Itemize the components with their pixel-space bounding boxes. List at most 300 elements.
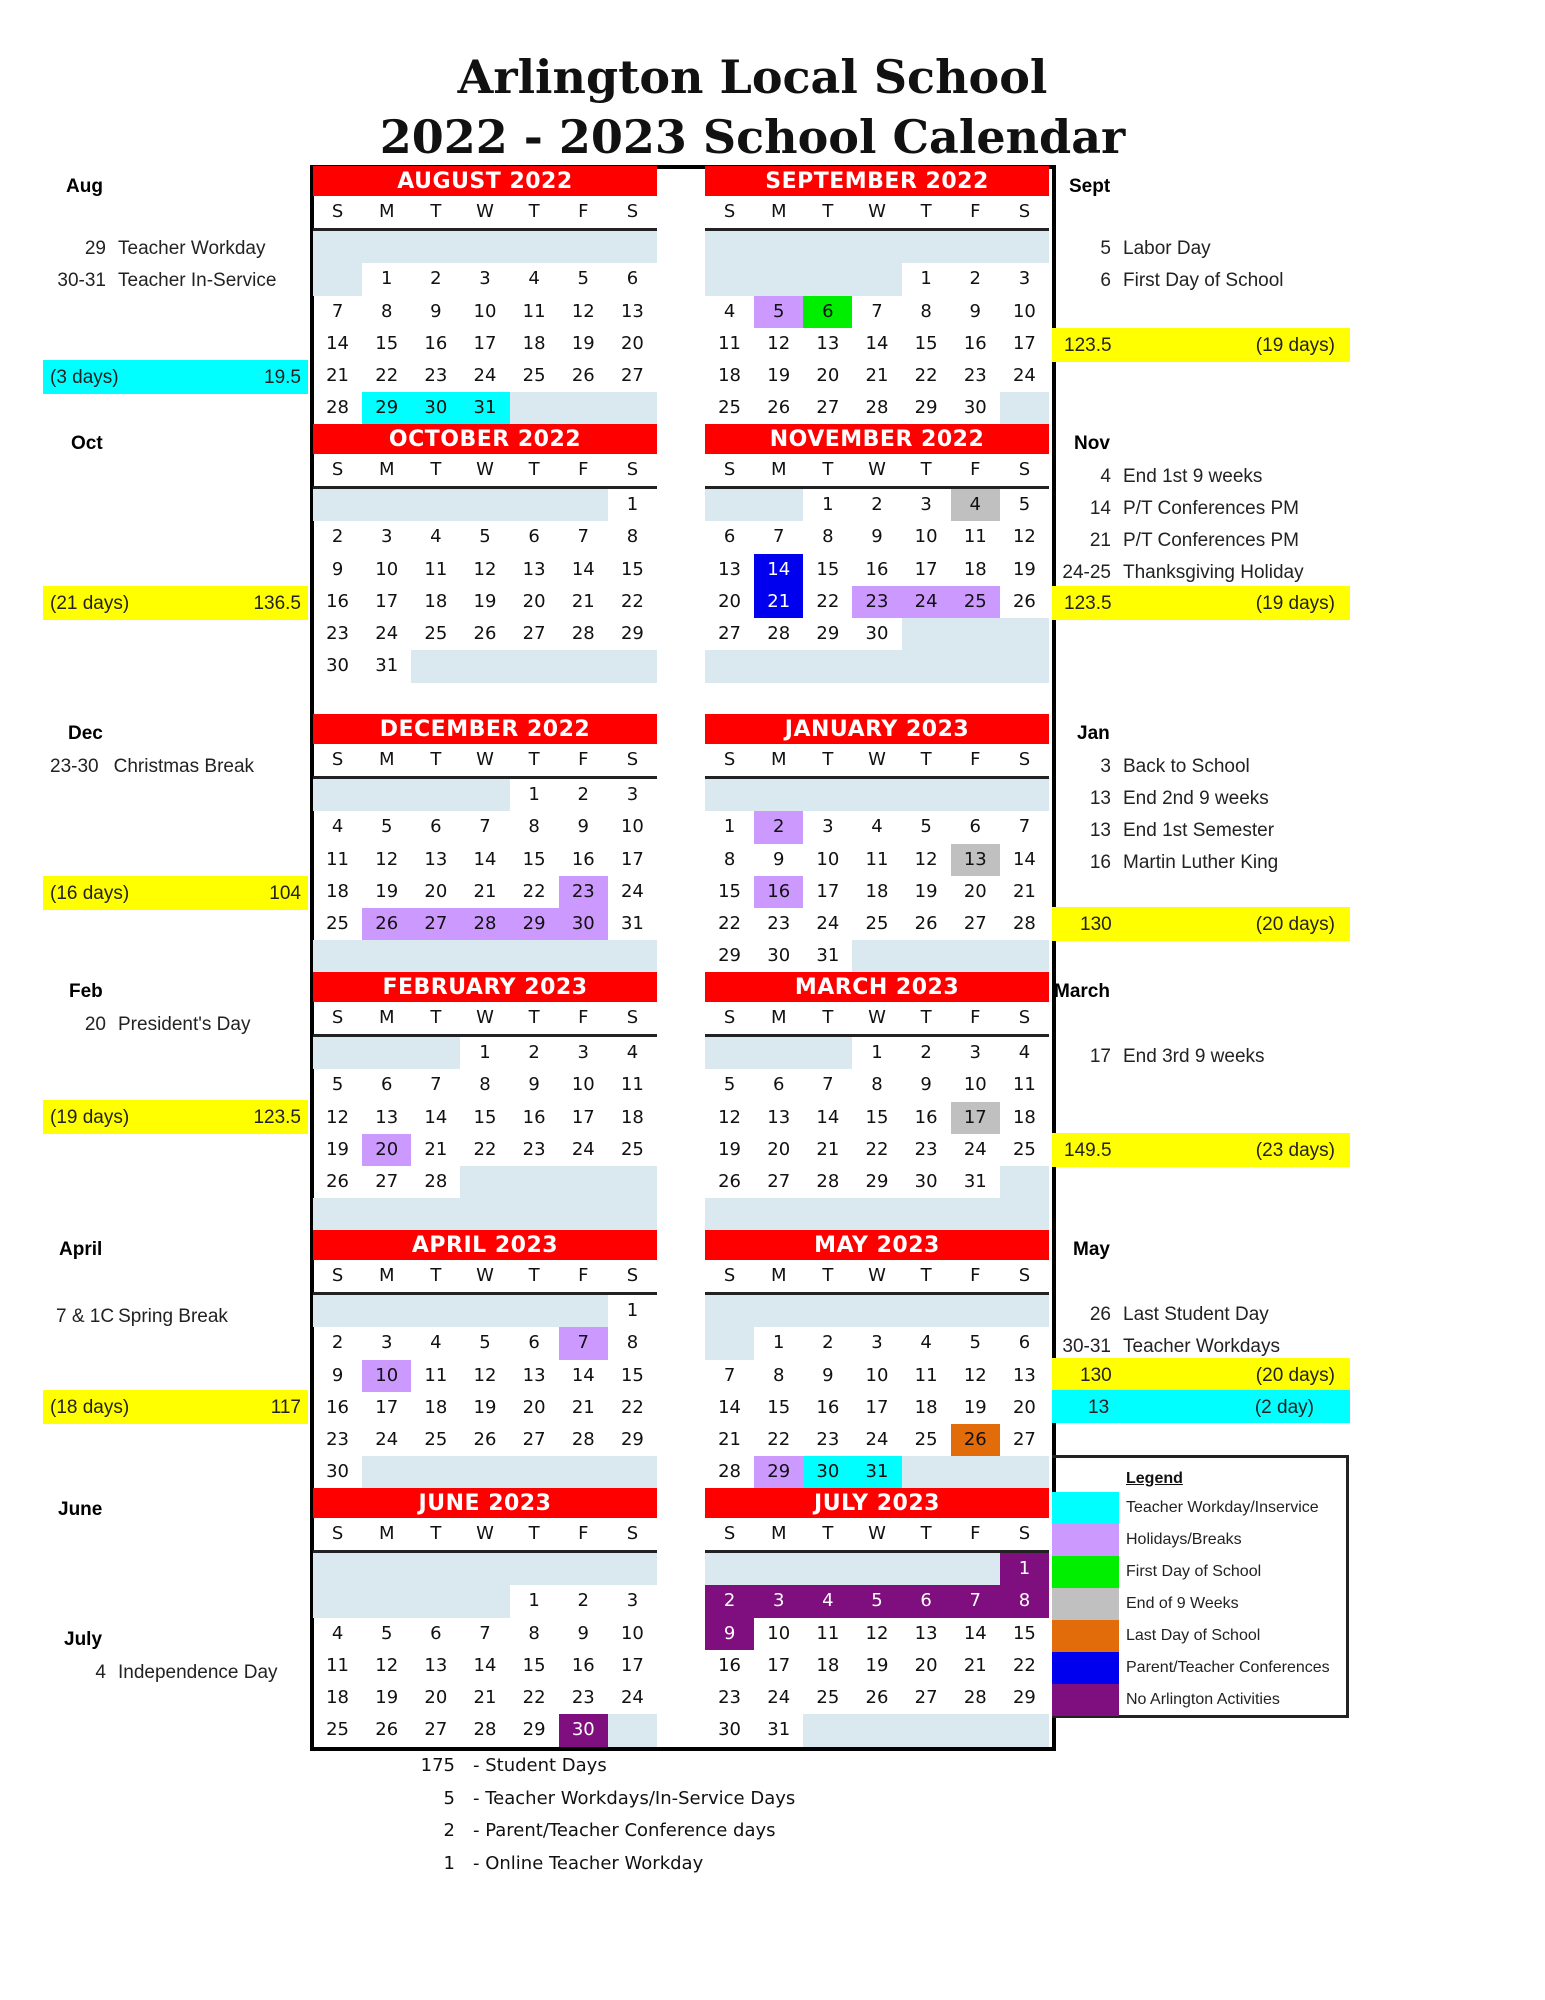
empty-day-cell (608, 1456, 657, 1488)
day-cell: 1 (626, 494, 639, 515)
day-cell: 20 (718, 590, 742, 612)
empty-day-cell (852, 1198, 901, 1230)
day-cell: 13 (375, 1106, 399, 1128)
day-cell: 27 (963, 913, 987, 935)
day-cell: 21 (1012, 880, 1036, 902)
summary-bar-sept: 123.5 (19 days) (1052, 328, 1350, 362)
day-cell: 24 (571, 1138, 595, 1160)
day-cell: 11 (424, 1364, 448, 1386)
weekday-label: S (723, 1007, 736, 1028)
empty-day-cell (902, 618, 951, 650)
day-cell: 31 (460, 392, 509, 424)
empty-day-cell (951, 618, 1000, 650)
day-cell: 8 (626, 526, 639, 548)
empty-day-cell (951, 231, 1000, 263)
weekday-label: F (578, 459, 589, 480)
month-header: JULY 2023 (705, 1488, 1049, 1518)
day-cell: 25 (424, 623, 448, 645)
empty-day-cell (510, 1456, 559, 1488)
day-cell: 30 (326, 1461, 350, 1483)
summary-bar-nov: 123.5 (19 days) (1052, 586, 1350, 620)
empty-day-cell (460, 940, 509, 972)
weekday-label: M (770, 1265, 787, 1286)
empty-day-cell (460, 1553, 509, 1585)
empty-day-cell (705, 1198, 754, 1230)
empty-day-cell (803, 1037, 852, 1069)
empty-day-cell (852, 650, 901, 682)
weekday-label: S (331, 201, 344, 222)
day-cell: 11 (816, 1622, 840, 1644)
day-cell: 19 (375, 880, 399, 902)
empty-day-cell (902, 650, 951, 682)
day-cell: 30 (963, 397, 987, 419)
month-july-2023 (705, 1488, 1049, 1747)
day-cell: 20 (767, 1138, 791, 1160)
day-cell: 23 (571, 1687, 595, 1709)
day-cell: 25 (326, 913, 350, 935)
empty-day-cell (1000, 940, 1049, 972)
month-december-2022 (313, 714, 657, 973)
day-cell: 9 (577, 1622, 589, 1644)
empty-day-cell (559, 1456, 608, 1488)
empty-day-cell (902, 231, 951, 263)
weekday-header-row (313, 454, 657, 489)
day-cell: 15 (473, 1106, 497, 1128)
note-event: 29 Teacher Workday (84, 238, 266, 259)
day-cell: 11 (326, 848, 350, 870)
note-month-nov: Nov (1074, 433, 1110, 454)
day-cell: 29 (620, 623, 644, 645)
day-cell: 12 (1012, 526, 1036, 548)
day-cell: 11 (326, 1654, 350, 1676)
empty-day-cell (951, 779, 1000, 811)
weekday-label: T (528, 201, 540, 222)
weekday-label: S (331, 1523, 344, 1544)
day-cell: 15 (865, 1106, 889, 1128)
empty-day-cell (902, 779, 951, 811)
weekday-label: S (723, 459, 736, 480)
empty-day-cell (754, 231, 803, 263)
day-cell: 5 (380, 816, 393, 838)
empty-day-cell (1000, 779, 1049, 811)
day-cell: 20 (522, 590, 546, 612)
weekday-header-row (313, 196, 657, 231)
empty-day-cell (705, 779, 754, 811)
day-cell: 7 (331, 300, 344, 322)
weekday-label: M (770, 459, 787, 480)
day-cell: 17 (375, 1396, 399, 1418)
weekday-label: W (476, 1523, 494, 1544)
day-cell: 14 (1012, 848, 1036, 870)
day-cell: 31 (852, 1456, 901, 1488)
day-cell: 8 (1000, 1585, 1049, 1617)
day-cell: 21 (571, 590, 595, 612)
month-january-2023 (705, 714, 1049, 973)
day-cell: 26 (914, 913, 938, 935)
weekday-label: T (822, 1265, 834, 1286)
weekday-label: T (822, 1523, 834, 1544)
empty-day-cell (705, 489, 754, 521)
day-cell: 23 (559, 876, 608, 908)
day-cell: 15 (620, 558, 644, 580)
weekday-label: W (476, 201, 494, 222)
empty-day-cell (460, 1295, 509, 1327)
weekday-label: T (920, 1265, 932, 1286)
weekday-label: M (770, 749, 787, 770)
legend-swatch-teacher (1052, 1492, 1119, 1524)
month-november-2022 (705, 424, 1049, 683)
weekday-header-row (313, 1002, 657, 1037)
day-cell: 28 (963, 1687, 987, 1709)
day-cell: 22 (620, 1396, 644, 1418)
day-cell: 27 (522, 1429, 546, 1451)
empty-day-cell (510, 1553, 559, 1585)
day-cell: 3 (479, 268, 491, 290)
day-cell: 28 (816, 1171, 840, 1193)
day-cell: 17 (767, 1654, 791, 1676)
empty-day-cell (411, 650, 460, 682)
empty-day-cell (705, 1553, 754, 1585)
weekday-label: T (430, 1007, 442, 1028)
day-cell: 4 (430, 1332, 442, 1354)
day-cell: 29 (522, 1719, 546, 1741)
empty-day-cell (951, 940, 1000, 972)
weekday-label: F (970, 1265, 981, 1286)
empty-day-cell (803, 263, 852, 295)
day-cell: 26 (1012, 590, 1036, 612)
day-cell: 24 (375, 1429, 399, 1451)
empty-day-cell (460, 1198, 509, 1230)
day-cell: 16 (424, 332, 448, 354)
day-grid (313, 1553, 657, 1747)
day-cell: 18 (620, 1106, 644, 1128)
day-cell: 4 (1018, 1042, 1031, 1063)
day-cell: 9 (528, 1074, 540, 1096)
day-cell: 16 (914, 1106, 938, 1128)
day-cell: 27 (1012, 1429, 1036, 1451)
day-cell: 18 (522, 332, 546, 354)
day-cell: 18 (963, 558, 987, 580)
day-cell: 22 (620, 590, 644, 612)
day-cell: 14 (424, 1106, 448, 1128)
day-cell: 26 (326, 1171, 350, 1193)
day-cell: 1 (1000, 1553, 1049, 1585)
day-cell: 10 (963, 1074, 987, 1096)
legend-swatch-first-day (1052, 1556, 1119, 1588)
day-cell: 18 (424, 590, 448, 612)
day-cell: 8 (528, 816, 540, 838)
empty-day-cell (754, 1295, 803, 1327)
day-cell: 7 (430, 1074, 442, 1096)
day-cell: 22 (522, 880, 546, 902)
day-cell: 14 (571, 1364, 595, 1386)
empty-day-cell (510, 1295, 559, 1327)
day-cell: 5 (723, 1074, 736, 1096)
note-month-june: June (58, 1499, 103, 1520)
day-cell: 21 (473, 1687, 497, 1709)
weekday-label: M (378, 1265, 395, 1286)
day-cell: 8 (822, 526, 834, 548)
empty-day-cell (411, 1198, 460, 1230)
month-february-2023 (313, 972, 657, 1231)
empty-day-cell (608, 231, 657, 263)
day-grid (313, 1037, 657, 1231)
weekday-label: F (970, 749, 981, 770)
day-cell: 26 (375, 1719, 399, 1741)
note-event: 16 Martin Luther King (1089, 852, 1279, 873)
day-cell: 20 (816, 365, 840, 387)
day-cell: 29 (510, 908, 559, 940)
day-cell: 24 (620, 880, 644, 902)
empty-day-cell (852, 231, 901, 263)
day-cell: 30 (559, 1714, 608, 1746)
day-cell: 2 (577, 1590, 589, 1612)
day-cell: 25 (620, 1138, 644, 1160)
weekday-header-row (313, 1518, 657, 1553)
day-cell: 4 (626, 1042, 639, 1063)
note-event: 6 First Day of School (1100, 270, 1284, 291)
day-cell: 24 (767, 1687, 791, 1709)
empty-day-cell (1000, 618, 1049, 650)
month-march-2023 (705, 972, 1049, 1231)
day-cell: 25 (816, 1687, 840, 1709)
weekday-header-row (705, 1518, 1049, 1553)
empty-day-cell (608, 1553, 657, 1585)
day-cell: 21 (865, 365, 889, 387)
day-cell: 14 (718, 1396, 742, 1418)
legend-item: No Arlington Activities (1052, 1684, 1346, 1716)
weekday-header-row (705, 196, 1049, 231)
day-cell: 20 (362, 1134, 411, 1166)
summary-bar-aug: (3 days) 19.5 (43, 360, 308, 394)
day-cell: 7 (723, 1364, 736, 1386)
month-header: APRIL 2023 (313, 1230, 657, 1260)
empty-day-cell (313, 1295, 362, 1327)
empty-day-cell (559, 650, 608, 682)
legend-item: Teacher Workday/Inservice (1052, 1492, 1346, 1524)
empty-day-cell (803, 779, 852, 811)
day-cell: 22 (816, 590, 840, 612)
legend-swatch-no-activities (1052, 1684, 1119, 1716)
day-cell: 9 (871, 526, 883, 548)
day-cell: 30 (559, 908, 608, 940)
empty-day-cell (754, 779, 803, 811)
weekday-label: M (770, 1007, 787, 1028)
weekday-label: S (723, 1265, 736, 1286)
day-cell: 12 (375, 1654, 399, 1676)
note-event: 14 P/T Conferences PM (1089, 498, 1300, 519)
day-cell: 10 (362, 1360, 411, 1392)
weekday-label: T (822, 459, 834, 480)
empty-day-cell (803, 1198, 852, 1230)
month-may-2023 (705, 1230, 1049, 1489)
day-cell: 31 (767, 1719, 791, 1741)
legend-item: End of 9 Weeks (1052, 1588, 1346, 1620)
day-cell: 30 (326, 655, 350, 677)
day-cell: 26 (571, 365, 595, 387)
day-cell: 27 (424, 1719, 448, 1741)
day-cell: 4 (803, 1585, 852, 1617)
weekday-label: T (920, 459, 932, 480)
day-cell: 25 (326, 1719, 350, 1741)
empty-day-cell (411, 489, 460, 521)
weekday-label: W (868, 1523, 886, 1544)
day-cell: 29 (816, 623, 840, 645)
day-grid (313, 779, 657, 973)
empty-day-cell (510, 1166, 559, 1198)
day-cell: 11 (424, 558, 448, 580)
school-name-title: Arlington Local School (457, 50, 1048, 104)
weekday-label: S (1018, 1523, 1031, 1544)
empty-day-cell (362, 1037, 411, 1069)
day-cell: 27 (914, 1687, 938, 1709)
day-cell: 10 (571, 1074, 595, 1096)
weekday-label: T (430, 459, 442, 480)
day-cell: 24 (902, 586, 951, 618)
weekday-header-row (705, 454, 1049, 489)
day-cell: 5 (1018, 494, 1031, 515)
day-cell: 26 (473, 623, 497, 645)
day-cell: 22 (914, 365, 938, 387)
empty-day-cell (1000, 231, 1049, 263)
day-cell: 28 (718, 1461, 742, 1483)
day-cell: 2 (969, 268, 981, 290)
day-cell: 12 (718, 1106, 742, 1128)
weekday-header-row (313, 744, 657, 779)
empty-day-cell (1000, 1166, 1049, 1198)
empty-day-cell (460, 1166, 509, 1198)
day-cell: 27 (411, 908, 460, 940)
day-cell: 21 (718, 1429, 742, 1451)
legend-swatch-holiday (1052, 1524, 1119, 1556)
day-cell: 4 (331, 816, 344, 838)
empty-day-cell (411, 779, 460, 811)
day-cell: 20 (1012, 1396, 1036, 1418)
day-cell: 14 (754, 554, 803, 586)
day-grid (313, 231, 657, 425)
total-row: 175 - Student Days (420, 1755, 607, 1776)
empty-day-cell (1000, 1198, 1049, 1230)
total-row: 1 - Online Teacher Workday (443, 1852, 704, 1874)
day-cell: 24 (963, 1138, 987, 1160)
day-cell: 27 (767, 1171, 791, 1193)
day-cell: 15 (620, 1364, 644, 1386)
day-grid (313, 489, 657, 683)
day-cell: 8 (528, 1622, 540, 1644)
day-cell: 19 (473, 590, 497, 612)
empty-day-cell (852, 1553, 901, 1585)
day-cell: 6 (969, 816, 981, 838)
weekday-label: W (868, 201, 886, 222)
weekday-label: T (528, 1007, 540, 1028)
note-month-feb: Feb (69, 981, 103, 1002)
empty-day-cell (559, 1198, 608, 1230)
day-cell: 29 (620, 1429, 644, 1451)
day-cell: 11 (620, 1074, 644, 1096)
weekday-label: S (626, 1007, 639, 1028)
day-cell: 23 (767, 913, 791, 935)
weekday-label: F (970, 1007, 981, 1028)
day-cell: 15 (914, 332, 938, 354)
month-header: FEBRUARY 2023 (313, 972, 657, 1002)
day-cell: 20 (914, 1654, 938, 1676)
empty-day-cell (951, 1456, 1000, 1488)
weekday-label: S (331, 459, 344, 480)
day-cell: 22 (375, 365, 399, 387)
empty-day-cell (510, 940, 559, 972)
day-cell: 27 (816, 397, 840, 419)
day-cell: 8 (920, 300, 932, 322)
day-cell: 6 (1018, 1332, 1031, 1354)
empty-day-cell (902, 1553, 951, 1585)
day-cell: 20 (522, 1396, 546, 1418)
weekday-label: T (430, 1523, 442, 1544)
empty-day-cell (754, 650, 803, 682)
legend-swatch-last-day (1052, 1620, 1119, 1652)
weekday-label: T (822, 749, 834, 770)
day-cell: 21 (473, 880, 497, 902)
day-cell: 3 (380, 1332, 393, 1354)
day-cell: 21 (963, 1654, 987, 1676)
day-cell: 9 (772, 848, 785, 870)
day-cell: 4 (331, 1622, 344, 1644)
day-cell: 24 (473, 365, 497, 387)
day-cell: 6 (772, 1074, 785, 1096)
weekday-label: T (528, 749, 540, 770)
day-cell: 5 (852, 1585, 901, 1617)
day-cell: 23 (326, 1429, 350, 1451)
empty-day-cell (705, 1037, 754, 1069)
day-cell: 24 (865, 1429, 889, 1451)
day-cell: 6 (902, 1585, 951, 1617)
day-cell: 21 (326, 365, 350, 387)
day-cell: 3 (969, 1042, 981, 1063)
empty-day-cell (608, 1714, 657, 1746)
summary-bar-may: 130 (20 days) (1052, 1358, 1350, 1390)
empty-day-cell (1000, 1295, 1049, 1327)
note-month-jan: Jan (1077, 723, 1110, 744)
weekday-label: F (578, 749, 589, 770)
day-cell: 13 (424, 848, 448, 870)
day-cell: 26 (718, 1171, 742, 1193)
day-cell: 27 (718, 623, 742, 645)
note-event: 4 Independence Day (95, 1662, 278, 1683)
weekday-label: S (723, 201, 736, 222)
day-cell: 5 (331, 1074, 344, 1096)
day-cell: 13 (424, 1654, 448, 1676)
day-cell: 16 (816, 1396, 840, 1418)
day-cell: 1 (871, 1042, 883, 1063)
day-cell: 19 (326, 1138, 350, 1160)
day-cell: 18 (326, 1687, 350, 1709)
day-cell: 15 (767, 1396, 791, 1418)
weekday-label: W (868, 1007, 886, 1028)
empty-day-cell (951, 650, 1000, 682)
legend-item: Holidays/Breaks (1052, 1524, 1346, 1556)
note-event: 13 End 2nd 9 weeks (1089, 788, 1269, 809)
day-cell: 2 (331, 526, 344, 548)
empty-day-cell (362, 1198, 411, 1230)
note-month-april: April (59, 1239, 103, 1260)
month-header: JUNE 2023 (313, 1488, 657, 1518)
day-cell: 20 (620, 332, 644, 354)
empty-day-cell (460, 779, 509, 811)
day-cell: 6 (723, 526, 736, 548)
legend-swatch-end-9-weeks (1052, 1588, 1119, 1620)
note-month-march: March (1054, 981, 1110, 1002)
day-cell: 3 (871, 1332, 883, 1354)
legend (1052, 1455, 1349, 1718)
